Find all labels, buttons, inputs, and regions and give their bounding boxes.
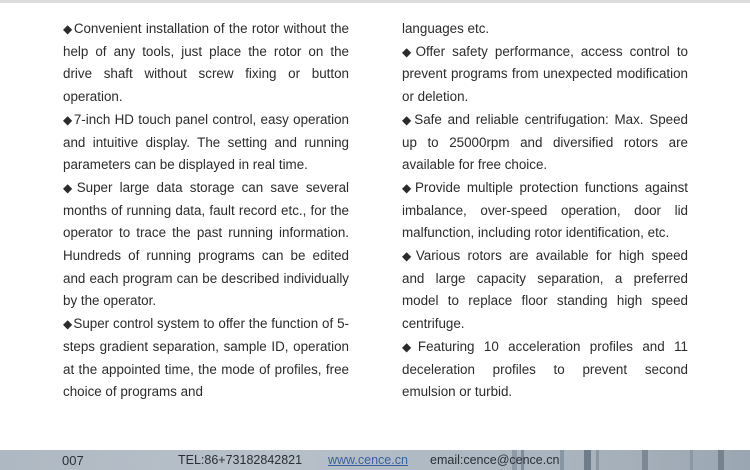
feature-text: Provide multiple protection functions against imbalance, over-speed operation, door lid malfunction, including rotor identification, etc. xyxy=(402,179,688,241)
feature-text: Various rotors are available for high speed and large capacity separation, a preferred model to replace floor standing high speed centrifuge. xyxy=(402,248,688,332)
feature-text: Featuring 10 acceleration profiles and 11 deceleration profiles to prevent second emulsion or turbid. xyxy=(402,338,688,400)
diamond-bullet-icon: ◆ xyxy=(402,44,415,59)
diamond-bullet-icon: ◆ xyxy=(63,112,73,127)
decorative-stripe xyxy=(690,450,693,470)
feature-paragraph xyxy=(63,313,349,404)
feature-text: Offer safety performance, access control to prevent programs from unexpected modification or deletion. xyxy=(402,43,688,105)
diamond-bullet-icon: ◆ xyxy=(402,112,414,127)
feature-text: 7-inch HD touch panel control, easy operation and intuitive display. The setting and running parameters can be displayed in real time. xyxy=(63,111,349,173)
decorative-stripe xyxy=(596,450,599,470)
feature-paragraph xyxy=(402,41,688,109)
website-link[interactable]: www.cence.cn xyxy=(328,453,408,467)
feature-paragraph xyxy=(63,109,349,177)
diamond-bullet-icon: ◆ xyxy=(63,317,73,332)
left-column xyxy=(63,18,349,404)
feature-text: Safe and reliable centrifugation: Max. Speed up to 25000rpm and diversified rotors are available for free choice. xyxy=(402,111,688,173)
diamond-bullet-icon: ◆ xyxy=(402,249,415,264)
feature-text: Convenient installation of the rotor without the help of any tools, just place the rotor on the drive shaft without screw fixing or button operation. xyxy=(63,21,349,105)
email-address: email:cence@cence.cn xyxy=(430,453,560,467)
feature-paragraph xyxy=(63,177,349,313)
diamond-bullet-icon: ◆ xyxy=(402,180,414,195)
feature-paragraph xyxy=(402,109,688,177)
diamond-bullet-icon: ◆ xyxy=(402,339,417,354)
feature-text: Super control system to offer the function of 5-steps gradient separation, sample ID, operation at the appointed time, the mode of profiles, free choice of programs and xyxy=(63,316,350,400)
decorative-stripe xyxy=(718,450,724,470)
feature-paragraph-continued xyxy=(402,18,688,41)
phone-number: TEL:86+73182842821 xyxy=(178,453,303,467)
diamond-bullet-icon: ◆ xyxy=(63,180,76,195)
feature-paragraph xyxy=(63,18,349,109)
feature-text: Super large data storage can save several months of running data, fault record etc., for the operator to trace the past running information. Hundreds of running programs can be edited and each program can be described individually by the operator. xyxy=(63,179,349,309)
page-number: 007 xyxy=(62,453,84,468)
feature-paragraph xyxy=(402,336,688,404)
decorative-stripe xyxy=(560,450,564,470)
right-column xyxy=(402,18,688,404)
feature-paragraph xyxy=(402,245,688,336)
diamond-bullet-icon: ◆ xyxy=(63,22,73,36)
decorative-stripe xyxy=(584,450,591,470)
top-divider xyxy=(0,0,750,3)
feature-paragraph xyxy=(402,177,688,245)
decorative-stripe xyxy=(642,450,648,470)
feature-text: languages etc. xyxy=(402,21,490,36)
footer-bar xyxy=(0,450,750,470)
